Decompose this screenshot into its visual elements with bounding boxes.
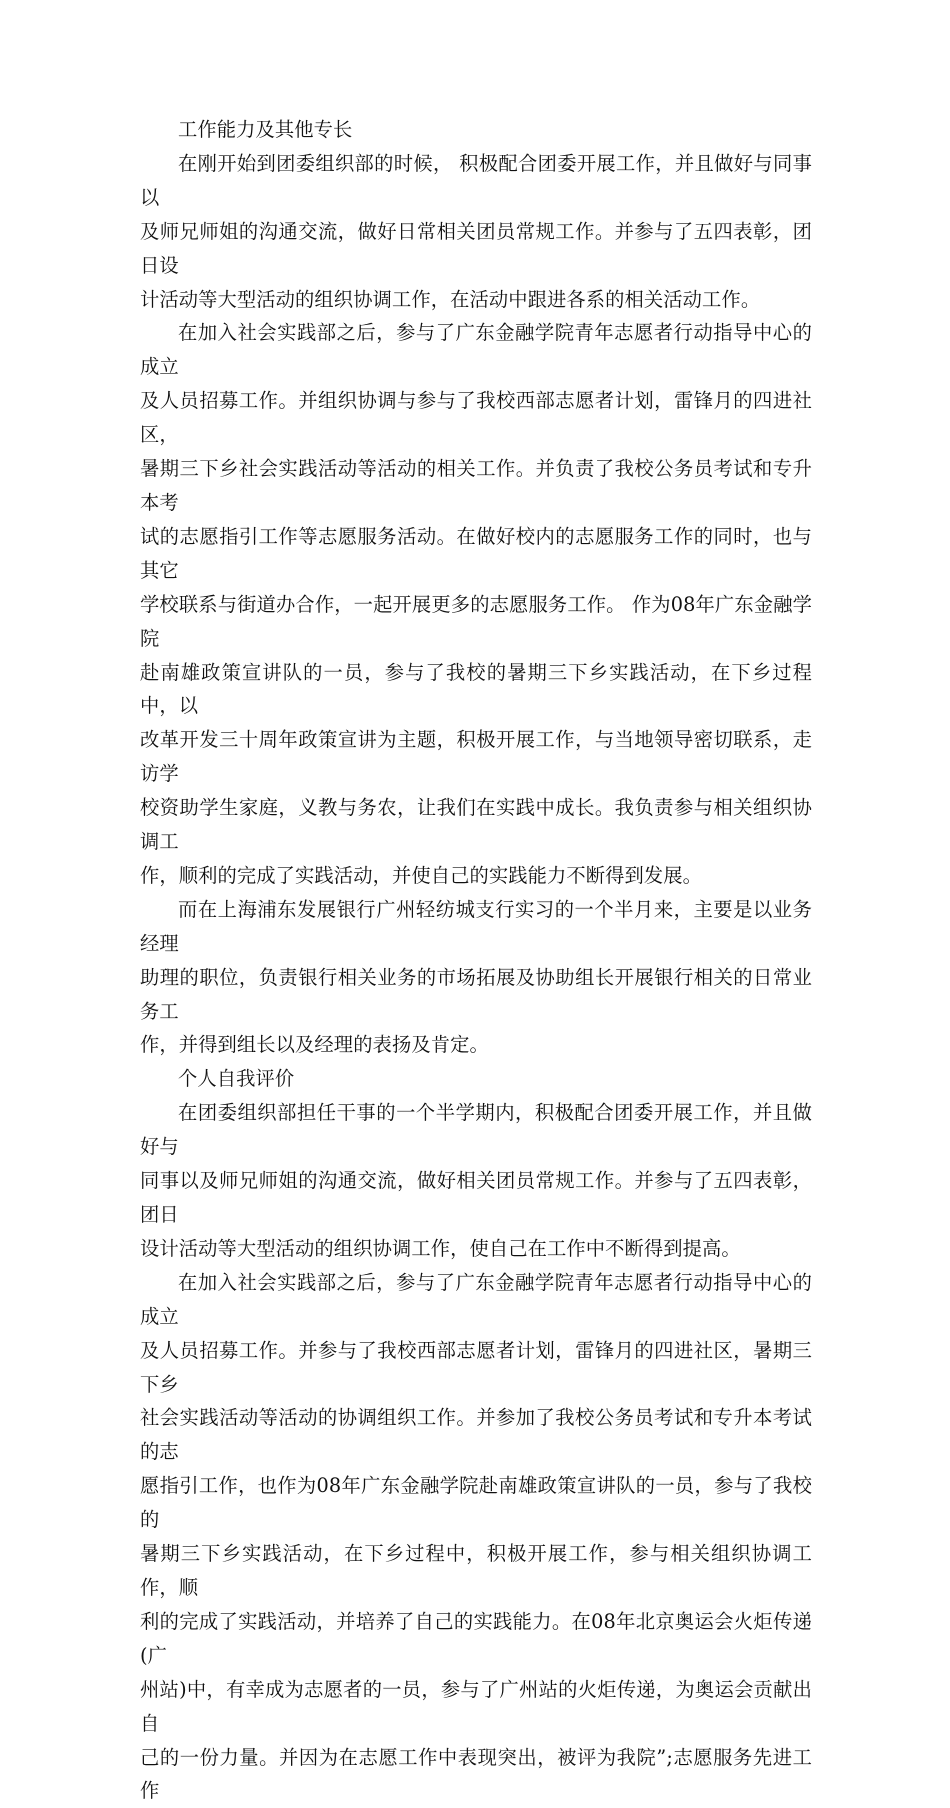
paragraph-league-organization — [140, 147, 812, 317]
paragraph-bank-internship — [140, 893, 812, 1063]
document-page — [140, 113, 812, 1808]
section-heading-work-ability — [140, 113, 812, 147]
paragraph-self-evaluation-league — [140, 1096, 812, 1266]
paragraph-social-practice — [140, 316, 812, 892]
text-line: 改革开发三十周年政策宣讲为主题，积极开展工作，与当地领导密切联系，走访学 — [140, 723, 812, 791]
text-line: 学校联系与街道办合作，一起开展更多的志愿服务工作。 作为08年广东金融学院 — [140, 588, 812, 656]
text-line: 校资助学生家庭，义教与务农，让我们在实践中成长。我负责参与相关组织协调工 — [140, 791, 812, 859]
text-line: 助理的职位，负责银行相关业务的市场拓展及协助组长开展银行相关的日常业务工 — [140, 961, 812, 1029]
text-line: 试的志愿指引工作等志愿服务活动。在做好校内的志愿服务工作的同时，也与其它 — [140, 520, 812, 588]
paragraph-self-evaluation-practice — [140, 1266, 812, 1808]
text-line: 在加入社会实践部之后，参与了广东金融学院青年志愿者行动指导中心的成立 — [140, 316, 812, 384]
text-line: 工作能力及其他专长 — [140, 113, 812, 147]
text-line: 愿指引工作，也作为08年广东金融学院赴南雄政策宣讲队的一员，参与了我校的 — [140, 1469, 812, 1537]
text-line: 暑期三下乡社会实践活动等活动的相关工作。并负责了我校公务员考试和专升本考 — [140, 452, 812, 520]
section-heading-self-evaluation — [140, 1062, 812, 1096]
text-line: 个人自我评价 — [140, 1062, 812, 1096]
text-line: 作，并得到组长以及经理的表扬及肯定。 — [140, 1028, 812, 1062]
text-line: 及师兄师姐的沟通交流，做好日常相关团员常规工作。并参与了五四表彰，团日设 — [140, 215, 812, 283]
text-line: 同事以及师兄师姐的沟通交流，做好相关团员常规工作。并参与了五四表彰，团日 — [140, 1164, 812, 1232]
text-line: 及人员招募工作。并组织协调与参与了我校西部志愿者计划，雷锋月的四进社区， — [140, 384, 812, 452]
text-line: 而在上海浦东发展银行广州轻纺城支行实习的一个半月来，主要是以业务经理 — [140, 893, 812, 961]
text-line: 己的一份力量。并因为在志愿工作中表现突出，被评为我院”;志愿服务先进工作 — [140, 1741, 812, 1808]
text-line: 作，顺利的完成了实践活动，并使自己的实践能力不断得到发展。 — [140, 859, 812, 893]
text-line: 赴南雄政策宣讲队的一员，参与了我校的暑期三下乡实践活动，在下乡过程中，以 — [140, 656, 812, 724]
text-line: 社会实践活动等活动的协调组织工作。并参加了我校公务员考试和专升本考试的志 — [140, 1401, 812, 1469]
text-line: 利的完成了实践活动，并培养了自己的实践能力。在08年北京奥运会火炬传递(广 — [140, 1605, 812, 1673]
text-line: 州站)中，有幸成为志愿者的一员，参与了广州站的火炬传递，为奥运会贡献出自 — [140, 1673, 812, 1741]
text-line: 暑期三下乡实践活动，在下乡过程中，积极开展工作，参与相关组织协调工作，顺 — [140, 1537, 812, 1605]
text-line: 在团委组织部担任干事的一个半学期内，积极配合团委开展工作，并且做好与 — [140, 1096, 812, 1164]
text-line: 在加入社会实践部之后，参与了广东金融学院青年志愿者行动指导中心的成立 — [140, 1266, 812, 1334]
text-line: 及人员招募工作。并参与了我校西部志愿者计划，雷锋月的四进社区，暑期三下乡 — [140, 1334, 812, 1402]
text-line: 在刚开始到团委组织部的时候， 积极配合团委开展工作，并且做好与同事以 — [140, 147, 812, 215]
text-line: 计活动等大型活动的组织协调工作，在活动中跟进各系的相关活动工作。 — [140, 283, 812, 317]
text-line: 设计活动等大型活动的组织协调工作，使自己在工作中不断得到提高。 — [140, 1232, 812, 1266]
